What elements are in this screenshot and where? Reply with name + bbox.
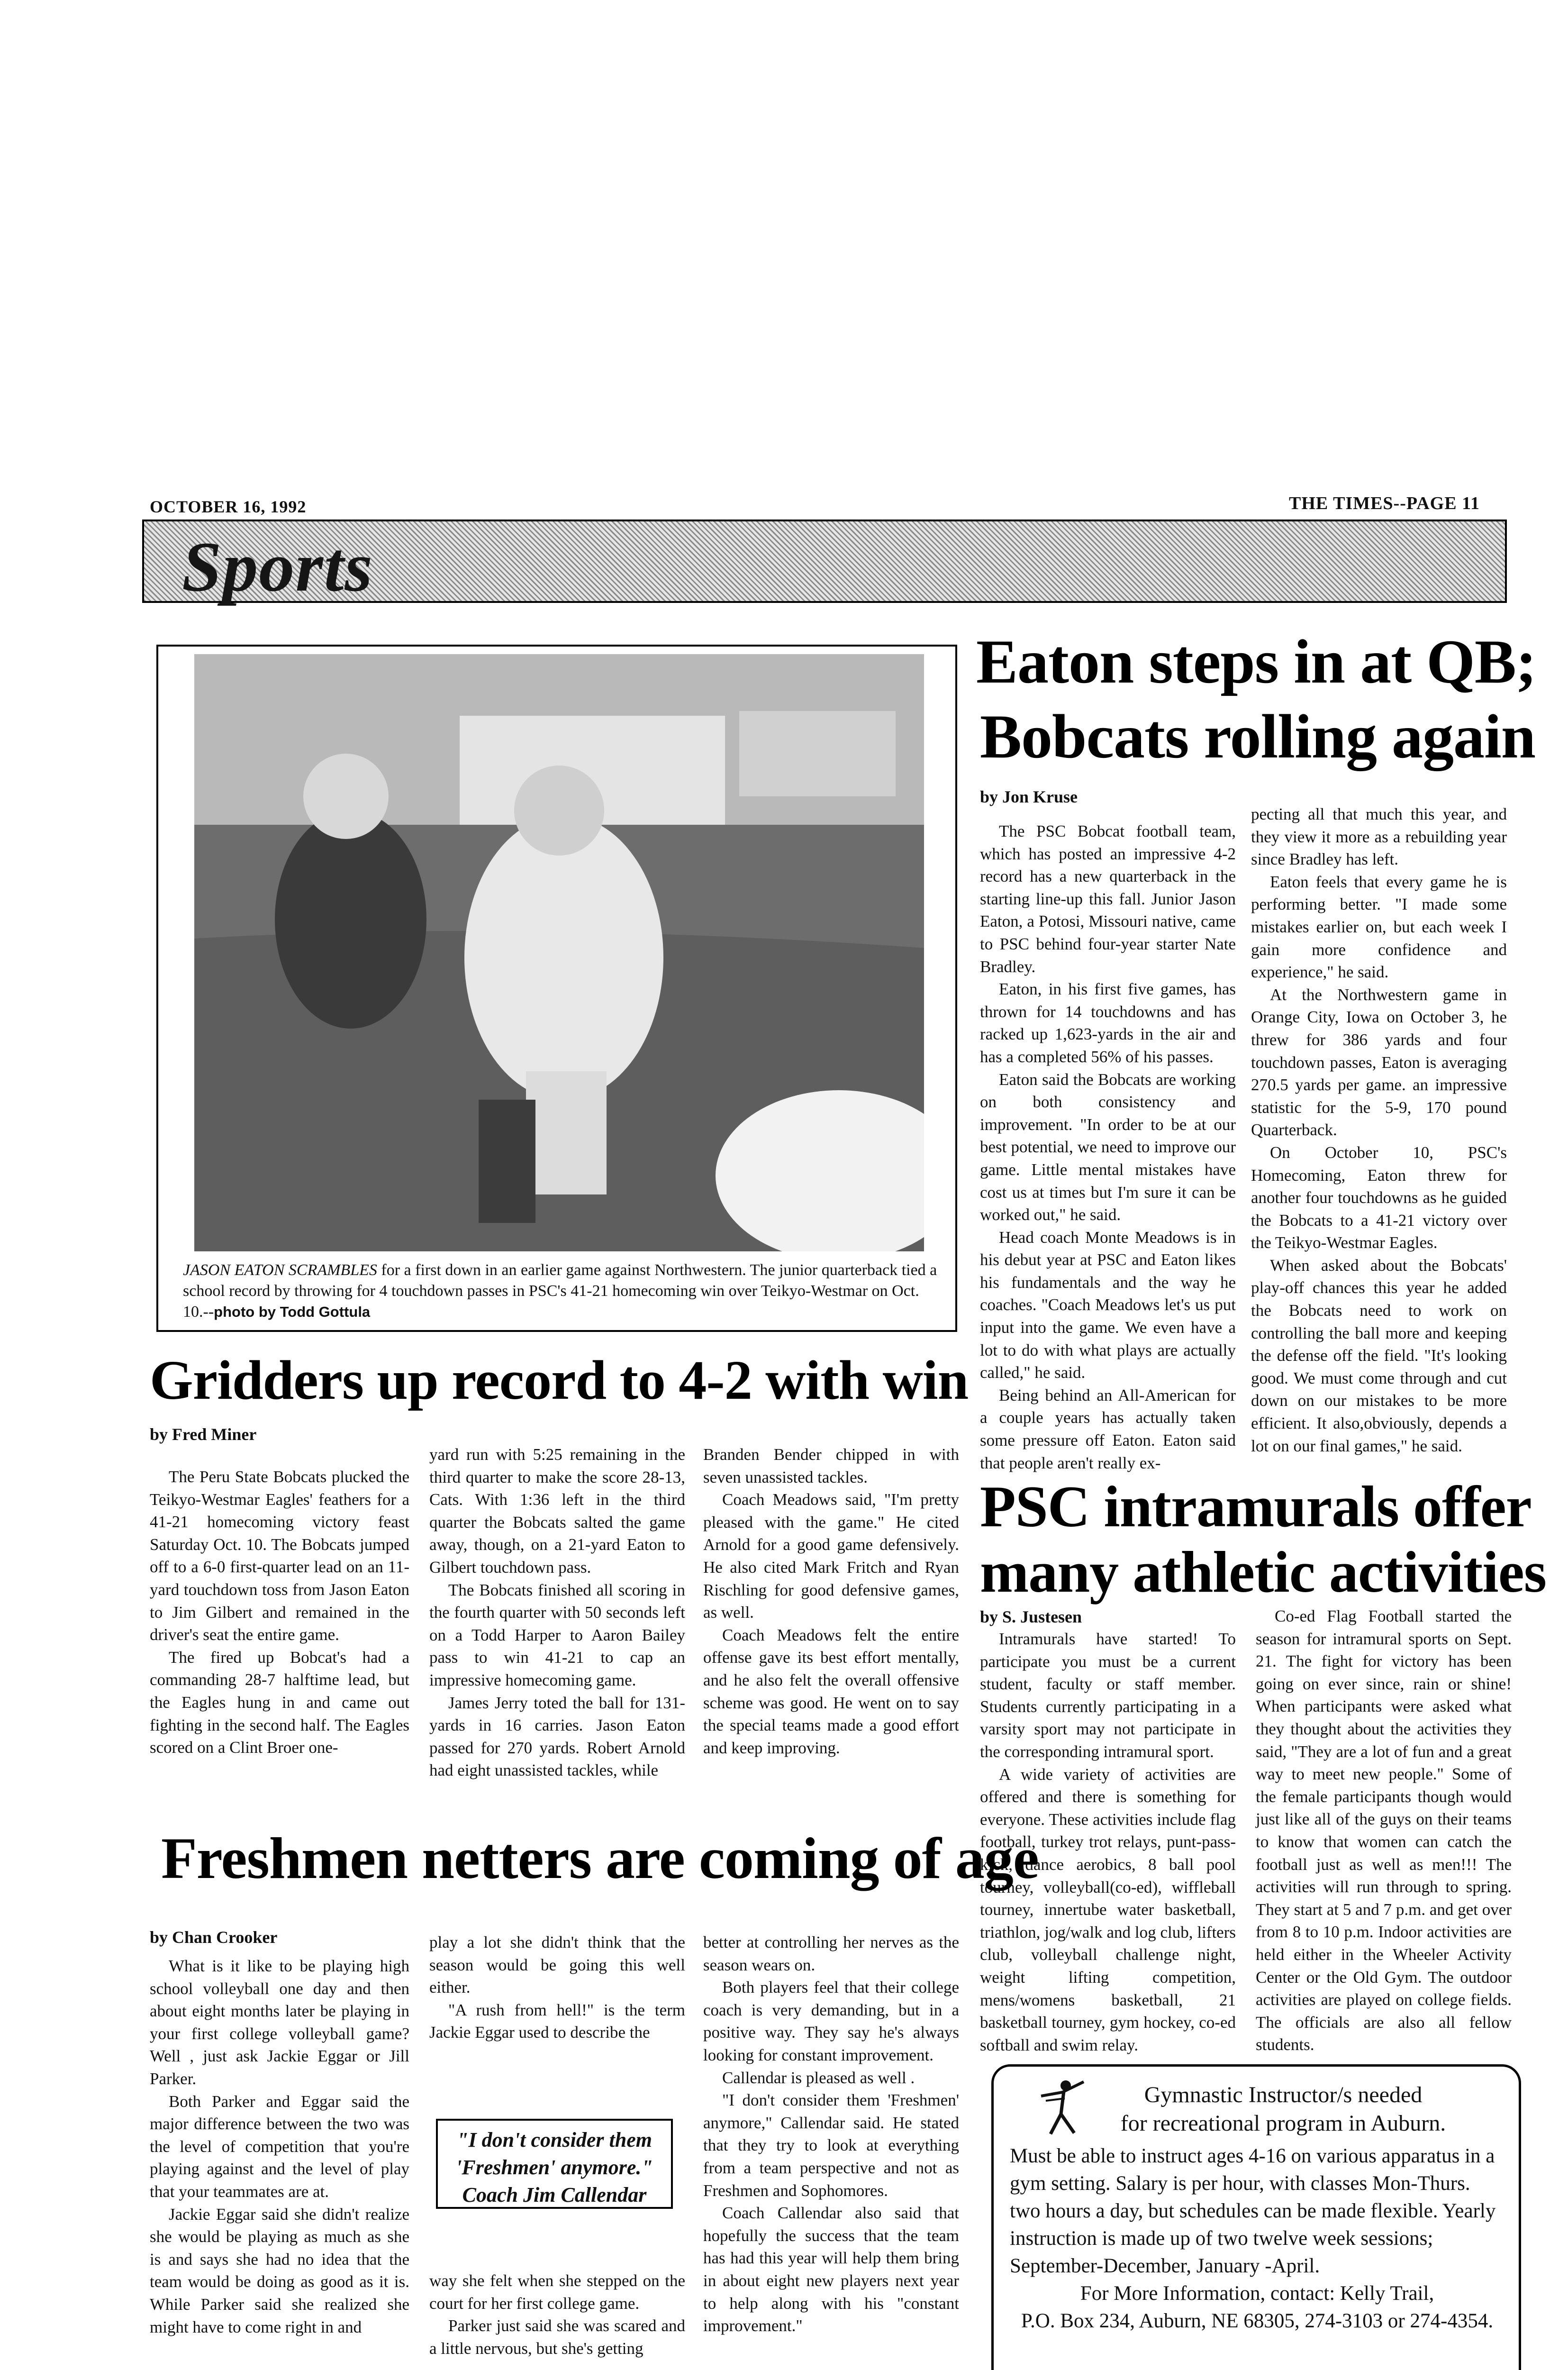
paragraph: Callendar is pleased as well . (722, 2068, 915, 2087)
football-photo (194, 654, 924, 1251)
intramurals-byline: by S. Justesen (980, 1607, 1082, 1626)
caption-lead: JASON EATON SCRAMBLES (183, 1261, 377, 1279)
gridders-byline: by Fred Miner (150, 1425, 257, 1444)
paragraph: Coach Meadows said, "I'm pretty pleased with the game." He cited Arnold for a good game defensively. He also cited Mark Fritch and Ryan Rischling for good defensive games, as well. (703, 1490, 959, 1622)
eaton-column-1 (980, 820, 1236, 1474)
netters-column-1 (150, 1955, 409, 2338)
paragraph: "I don't consider them 'Freshmen' anymore," Callendar said. He stated that they try to look at everything from a team perspective and not as Freshmen and Sophomores. (703, 2091, 959, 2200)
gridders-column-1 (150, 1466, 409, 1759)
intramurals-headline-line2: many athletic activities (980, 1540, 1547, 1604)
paragraph: Coach Meadows felt the entire offense gave its best effort mentally, and he also felt the overall offensive scheme was good. He went on to say the special teams made a good effort and keep improving. (703, 1625, 959, 1757)
netters-column-3 (703, 1931, 959, 2337)
paragraph: Head coach Monte Meadows is in his debut year at PSC and Eaton likes his fundamentals and the way he coaches. "Coach Meadows let's us put input into the game. We even have a lot to do with what plays are actually called," he said. (980, 1228, 1236, 1382)
paragraph: Eaton said the Bobcats are working on both consistency and improvement. "In order to be at our best potential, we need to improve our game. Little mental mistakes have cost us at times but I'm sure it can be worked out," he said. (980, 1070, 1236, 1224)
netters-column-2-bottom (429, 2270, 685, 2360)
netters-byline: by Chan Crooker (150, 1928, 278, 1947)
paragraph: James Jerry toted the ball for 131-yards in 16 carries. Jason Eaton passed for 270 yards. Robert Arnold had eight unassisted tackles, while (429, 1693, 685, 1780)
paragraph: On October 10, PSC's Homecoming, Eaton threw for another four touchdowns as he guided the Bobcats to a 41-21 victory over the Teikyo-Westmar Eagles. (1251, 1143, 1507, 1252)
netters-headline: Freshmen netters are coming of age (161, 1826, 1039, 1891)
photo-illustration (194, 654, 924, 1251)
paragraph: Co-ed Flag Football started the season for intramural sports on Sept. 21. The fight for victory has been going on ever since, rain or shine! When participants were asked what they thought about the activities they said, "They are a lot of fun and a great way to meet new people." Some of the female participants though would just like all of the guys on their teams to know that women can catch the football just as well as men!!! The activities will run through to spring. They start at 5 and 7 p.m. and get over from 8 to 10 p.m. Indoor activities are held either in the Wheeler Activity Center or the Old Gym. The outdoor activities are played on college fields. The officials are also all fellow students. (1256, 1607, 1512, 2054)
eaton-headline-line2: Bobcats rolling again (980, 702, 1536, 771)
paragraph: When asked about the Bobcats' play-off chances this year he added the Bobcats need to work on controlling the ball more and keeping the defense off the field. "It's looking good. We must come through and cut down on our mistakes to be more efficient. It also,obviously, depends a lot on our final games," he said. (1251, 1256, 1507, 1455)
pull-quote-line: "I don't consider them (457, 2128, 652, 2151)
ad-body: Must be able to instruct ages 4-16 on various apparatus in a gym setting. Salary is per hour, with classes Mon-Thurs. two hours a day, but schedules can be made flexible. Yearly instruction is made up of two twelve week sessions; September-December, January -April. (1010, 2145, 1496, 2277)
paragraph: Branden Bender chipped in with seven unassisted tackles. (703, 1445, 959, 1486)
gridders-column-3 (703, 1443, 959, 1759)
section-title: Sports (182, 528, 373, 606)
page-number: THE TIMES--PAGE 11 (1289, 493, 1480, 513)
paragraph: play a lot she didn't think that the season would be going this well either. (429, 1933, 685, 1997)
paragraph: Eaton, in his first five games, has thrown for 14 touchdowns and has racked up 1,623-yards in the air and has a completed 56% of his passes. (980, 980, 1236, 1066)
ad-contact-line2: P.O. Box 234, Auburn, NE 68305, 274-3103 or 274-4354. (1021, 2310, 1494, 2332)
paragraph: What is it like to be playing high school volleyball one day and then about eight months later be playing in your first college volleyball game? Well , just ask Jackie Eggar or Jill Parker. (150, 1957, 409, 2088)
paragraph: pecting all that much this year, and they view it more as a rebuilding year since Bradley has left. (1251, 805, 1507, 869)
paragraph: The Peru State Bobcats plucked the Teikyo-Westmar Eagles' feathers for a 41-21 homecoming victory feast Saturday Oct. 10. The Bobcats jumped off to a 6-0 first-quarter lead on an 11-yard touchdown toss from Jason Eaton to Jim Gilbert and remained in the driver's seat the entire game. (150, 1468, 409, 1644)
photo-credit: photo by Todd Gottula (214, 1304, 371, 1320)
issue-date: OCTOBER 16, 1992 (150, 497, 307, 516)
gridders-column-2 (429, 1443, 685, 1782)
netters-column-2-top (429, 1931, 685, 2044)
ad-title-line2: for recreational program in Auburn. (1120, 2111, 1446, 2136)
ad-title-line1: Gymnastic Instructor/s needed (1144, 2082, 1423, 2107)
pull-quote (436, 2119, 673, 2209)
pull-quote-attribution: Coach Jim Callendar (462, 2183, 647, 2206)
photo-caption (183, 1260, 941, 1322)
paragraph: A wide variety of activities are offered and there is something for everyone. These activities include flag football, turkey trot relays, punt-pass-kick, dance aerobics, 8 ball pool tourney, volleyball(co-ed), wiffleball tourney, innertube water basketball, triathlon, jog/walk and log club, lifters club, volleyball challenge night, weight lifting competition, mens/womens basketball, 21 basketball tourney, gym hockey, co-ed softball and swim relay. (980, 1765, 1236, 2054)
eaton-column-2 (1251, 803, 1507, 1457)
ad-contact-line1: For More Information, contact: Kelly Trail, (1080, 2282, 1434, 2305)
paragraph: Intramurals have started! To participate you must be a current student, faculty or staff member. Students currently participating in a varsity sport may not participate in the corresponding intramural sport. (980, 1630, 1236, 1761)
paragraph: way she felt when she stepped on the court for her first college game. (429, 2271, 685, 2313)
gymnast-icon (1036, 2077, 1088, 2139)
paragraph: Both Parker and Eggar said the major difference between the two was the level of competition that you're playing against and the level of play that your teammates are at. (150, 2092, 409, 2201)
gridders-headline: Gridders up record to 4-2 with win (150, 1349, 969, 1411)
caption-text: for a first down in an earlier game against Northwestern. The junior quarterback tied a school record by throwing for 4 touchdown passes in PSC's 41-21 homecoming win over Teikyo-Westmar on Oct. 10.-- (183, 1261, 937, 1321)
paragraph: Both players feel that their college coach is very demanding, but in a positive way. They say he's always looking for constant improvement. (703, 1978, 959, 2064)
paragraph: "A rush from hell!" is the term Jackie Eggar used to describe the (429, 2000, 685, 2042)
intramurals-headline-line1: PSC intramurals offer (980, 1474, 1532, 1539)
paragraph: At the Northwestern game in Orange City, Iowa on October 3, he threw for 386 yards and four touchdown passes, Eaton is averaging 270.5 yards per game. an impressive statistic for the 5-9, 170 pound Quarterback. (1251, 985, 1507, 1139)
paragraph: The Bobcats finished all scoring in the fourth quarter with 50 seconds left on a Todd Harper to Aaron Bailey pass to win 41-21 to cap an impressive homecoming game. (429, 1580, 685, 1689)
eaton-headline-line1: Eaton steps in at QB; (976, 627, 1536, 696)
paragraph: Being behind an All-American for a couple years has actually taken some pressure off Eaton. Eaton said that people aren't really ex- (980, 1386, 1236, 1472)
section-banner (142, 520, 1507, 606)
pull-quote-line: 'Freshmen' anymore." (456, 2156, 653, 2179)
paragraph: Eaton feels that every game he is performing better. "I made some mistakes earlier on, but each week I gain more confidence and experience," he said. (1251, 872, 1507, 982)
eaton-byline: by Jon Kruse (980, 787, 1078, 806)
paragraph: Coach Callendar also said that hopefully the success that the team has had this year will help them bring in about eight new players next year to help along with his "constant improvement." (703, 2204, 959, 2335)
paragraph: better at controlling her nerves as the season wears on. (703, 1933, 959, 1974)
paragraph: Parker just said she was scared and a little nervous, but she's getting (429, 2316, 685, 2358)
paragraph: The PSC Bobcat football team, which has posted an impressive 4-2 record has a new quarterback in the starting line-up this fall. Junior Jason Eaton, a Potosi, Missouri native, came to PSC behind four-year starter Nate Bradley. (980, 822, 1236, 976)
paragraph: yard run with 5:25 remaining in the third quarter to make the score 28-13, Cats. With 1:36 left in the third quarter the Bobcats salted the game away, though, on a 21-yard Eaton to Gilbert touchdown pass. (429, 1445, 685, 1577)
paragraph: Jackie Eggar said she didn't realize she would be playing as much as she is and says she had no idea that the team would be doing as good as it is. While Parker said she realized she might have to come right in and (150, 2205, 409, 2336)
gymnastic-instructor-ad (991, 2064, 1521, 2370)
intramurals-column-2 (1256, 1605, 1512, 2056)
paragraph: The fired up Bobcat's had a commanding 28-7 halftime lead, but the Eagles hung in and came out fighting in the second half. The Eagles scored on a Clint Broer one- (150, 1648, 409, 1757)
